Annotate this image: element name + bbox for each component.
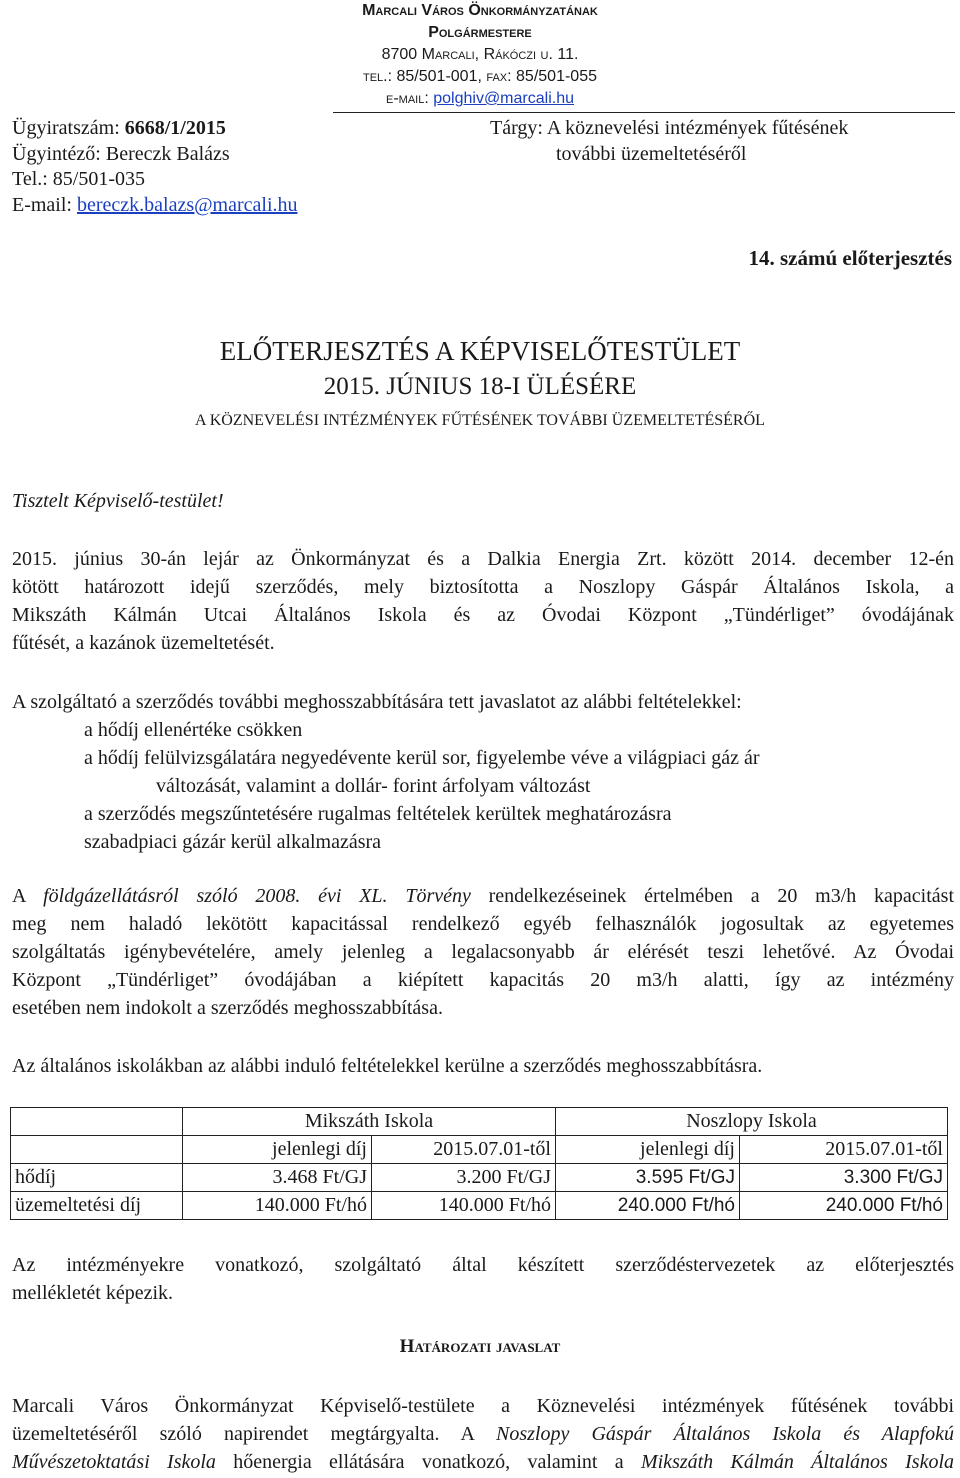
- table-cell: 240.000 Ft/hó: [556, 1192, 740, 1220]
- paragraph-line: Az intézményekre vonatkozó, szolgáltató által készített szerződéstervezetek az előterjesztés: [12, 1254, 954, 1276]
- case-email-link[interactable]: bereczk.balazs@marcali.hu: [76, 193, 298, 216]
- letterhead: [330, 0, 630, 110]
- letterhead-org-line1: Marcali Város Önkormányzatának: [362, 2, 598, 19]
- file-number-label: Ügyiratszám:: [12, 117, 125, 139]
- table-cell: 3.595 Ft/GJ: [556, 1164, 740, 1192]
- paragraph-line: szolgáltatás igénybevételére, amely jelenleg a legalacsonyabb ár elérését teszi lehetővé. Az Óvodai: [12, 941, 954, 963]
- condition-item: a hődíj ellenértéke csökken: [84, 719, 303, 741]
- paragraph-line: kötött határozott idejű szerződés, mely biztosította a Noszlopy Gáspár Általános Iskola, a: [12, 576, 954, 598]
- paragraph-line: esetében nem indokolt a szerződés meghosszabbítása.: [12, 997, 443, 1019]
- letterhead-email-label: e-mail:: [386, 90, 434, 107]
- school2-current-header: jelenlegi díj: [556, 1136, 740, 1164]
- table-header-row: [11, 1108, 948, 1136]
- school2-header: Noszlopy Iskola: [556, 1108, 948, 1136]
- offer-intro: A szolgáltató a szerződés további meghosszabbítására tett javaslatot az alábbi feltételekkel:: [12, 691, 742, 713]
- table-row: [11, 1164, 948, 1192]
- file-number-value: 6668/1/2015: [124, 117, 226, 139]
- paragraph-line: [12, 1420, 954, 1448]
- paragraph-schools: Az általános iskolákban az alábbi induló feltételekkel kerülne a szerződés meghosszabbításra.: [12, 1055, 763, 1077]
- table-cell: 140.000 Ft/hó: [372, 1192, 556, 1220]
- case-email: [12, 193, 432, 219]
- paragraph-line: 2015. június 30-án lejár az Önkormányzat és a Dalkia Energia Zrt. között 2014. december 12-én: [12, 548, 954, 570]
- school2-from-header: 2015.07.01-től: [740, 1136, 948, 1164]
- table-cell: 3.468 Ft/GJ: [183, 1164, 372, 1192]
- letterhead-phone-fax: tel.: 85/501-001, fax: 85/501-055: [363, 68, 597, 85]
- case-phone: Tel.: 85/501-035: [12, 168, 146, 190]
- title-line3: A KÖZNEVELÉSI INTÉZMÉNYEK FŰTÉSÉNEK TOVÁBBI ÜZEMELTETÉSÉRŐL: [195, 412, 765, 429]
- paragraph-law: [12, 882, 954, 1022]
- table-cell: 240.000 Ft/hó: [740, 1192, 948, 1220]
- title-line2: 2015. JÚNIUS 18-I ÜLÉSÉRE: [323, 373, 637, 400]
- document-title: [0, 334, 960, 436]
- table-empty-cell: [11, 1108, 183, 1136]
- law-citation: földgázellátásról szóló 2008. évi XL. Törvény: [43, 885, 471, 907]
- subject-line2: további üzemeltetéséről: [556, 142, 747, 165]
- text-span: üzemeltetéséről szóló napirendet megtárgyalta. A: [12, 1423, 496, 1445]
- table-empty-cell: [11, 1136, 183, 1164]
- school1-header: Mikszáth Iskola: [183, 1108, 556, 1136]
- school1-from-header: 2015.07.01-től: [372, 1136, 556, 1164]
- table-subheader-row: [11, 1136, 948, 1164]
- school1-current-header: jelenlegi díj: [183, 1136, 372, 1164]
- condition-item: a szerződés megszűntetésére rugalmas feltételek kerültek meghatározásra: [84, 803, 672, 825]
- text-span: hőenergia ellátására vonatkozó, valamint a: [215, 1451, 641, 1473]
- paragraph-line: fűtését, a kazánok üzemeltetését.: [12, 632, 275, 654]
- fee-table: [10, 1107, 948, 1220]
- case-info: [12, 116, 432, 218]
- paragraph-contract: [12, 545, 954, 657]
- law-start: A: [12, 885, 44, 907]
- letterhead-address: 8700 Marcali, Rákóczi u. 11.: [381, 46, 579, 63]
- table-row: [11, 1192, 948, 1220]
- paragraph-resolution: [12, 1392, 954, 1476]
- school-name-italic: Noszlopy Gáspár Általános Iskola és Alapfokú: [495, 1423, 954, 1445]
- case-handler: Ügyintéző: Bereczk Balázs: [12, 142, 230, 165]
- proposal-number: 14. számú előterjesztés: [748, 246, 952, 270]
- law-rest: rendelkezéseinek értelmében a 20 m3/h kapacitást: [470, 885, 954, 907]
- paragraph-line: Marcali Város Önkormányzat Képviselő-testülete a Köznevelési intézmények fűtésének további: [12, 1395, 954, 1417]
- school-name-italic: Művészetoktatási Iskola: [12, 1451, 216, 1473]
- paragraph-line: mellékletét képezik.: [12, 1282, 174, 1304]
- paragraph-line: meg nem haladó lekötött kapacitással rendelkező egyéb felhasználók jogosultak az egyetemes: [12, 913, 954, 935]
- school-name-italic: Mikszáth Kálmán Általános Iskola: [640, 1451, 955, 1473]
- paragraph-attachments: [12, 1251, 954, 1307]
- condition-item: a hődíj felülvizsgálatára negyedévente kerül sor, figyelembe véve a világpiaci gáz ár: [84, 747, 760, 769]
- paragraph-line: Mikszáth Kálmán Utcai Általános Iskola és az Óvodai Központ „Tündérliget” óvodájának: [12, 604, 954, 626]
- letterhead-email: [330, 88, 630, 110]
- condition-item-continued: változását, valamint a dollár- forint árfolyam változást: [156, 775, 591, 797]
- condition-item: szabadpiaci gázár kerül alkalmazásra: [84, 831, 382, 853]
- file-number: [12, 116, 432, 142]
- subject: [490, 116, 950, 167]
- letterhead-email-link[interactable]: polghiv@marcali.hu: [433, 90, 574, 107]
- table-cell: 3.200 Ft/GJ: [372, 1164, 556, 1192]
- subject-line1: Tárgy: A köznevelési intézmények fűtésének: [490, 117, 849, 139]
- letterhead-org-line2: Polgármestere: [428, 24, 532, 41]
- letterhead-rule: [333, 112, 955, 113]
- table-cell: 140.000 Ft/hó: [183, 1192, 372, 1220]
- row-label: hődíj: [11, 1164, 183, 1192]
- table-cell: 3.300 Ft/GJ: [740, 1164, 948, 1192]
- paragraph-line: Központ „Tündérliget” óvodájában a kiépített kapacitás 20 m3/h alatti, így az intézmény: [12, 969, 954, 991]
- title-line1: ELŐTERJESZTÉS A KÉPVISELŐTESTÜLET: [219, 336, 741, 366]
- row-label: üzemeltetési díj: [11, 1192, 183, 1220]
- paragraph-offer: [12, 688, 954, 856]
- resolution-heading: Határozati javaslat: [399, 1336, 561, 1357]
- paragraph-line: [12, 1448, 954, 1476]
- case-email-label: E-mail:: [12, 193, 77, 216]
- salutation: Tisztelt Képviselő-testület!: [12, 490, 224, 512]
- paragraph-line: [12, 882, 954, 910]
